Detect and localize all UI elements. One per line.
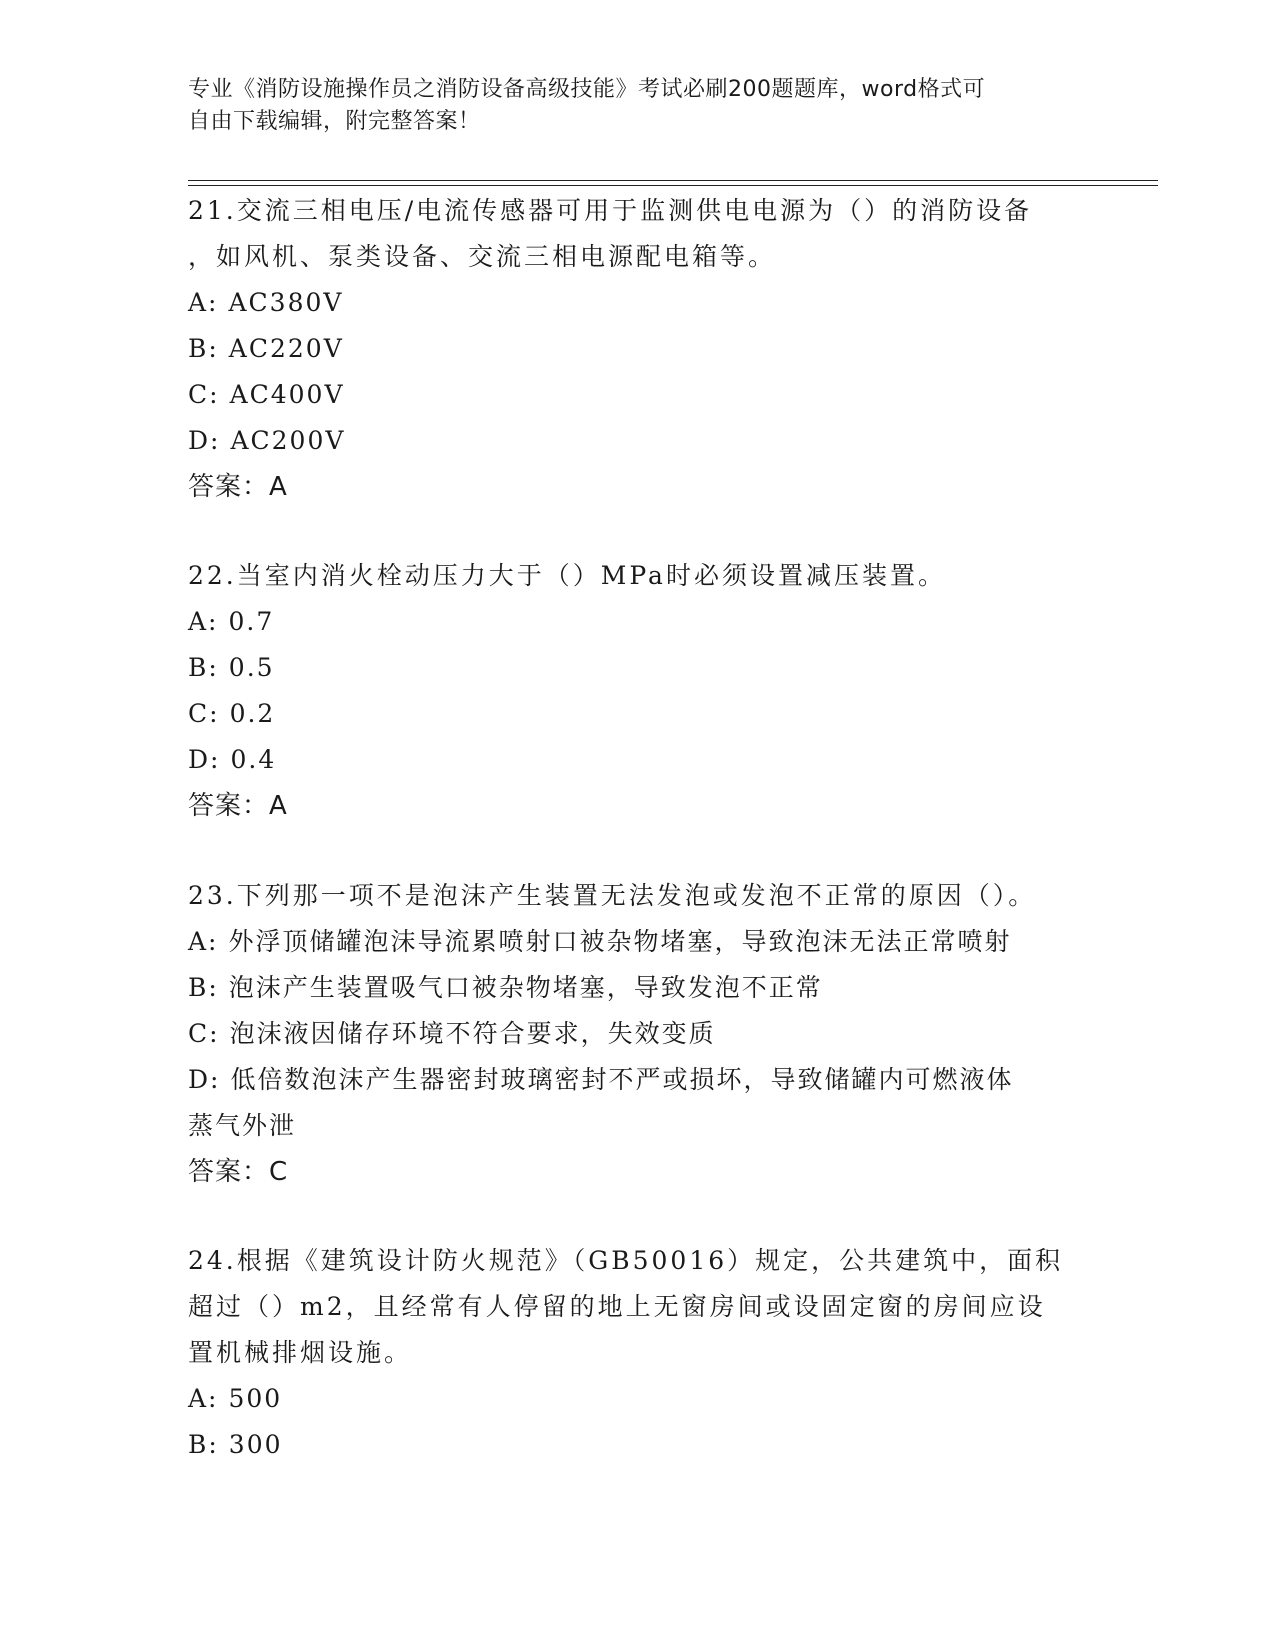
option-text: 0.7 — [228, 607, 275, 636]
question-stem: 21.交流三相电压/电流传感器可用于监测供电电源为（）的消防设备 — [188, 196, 1033, 225]
question-21 — [188, 188, 1088, 510]
option-text: 低倍数泡沫产生器密封玻璃密封不严或损坏，导致储罐内可燃液体 — [230, 1065, 1014, 1094]
option-label: C: — [188, 699, 220, 728]
document-header — [188, 74, 1068, 138]
option-a — [188, 280, 1088, 326]
question-stem-continued: 超过（）m2，且经常有人停留的地上无窗房间或设固定窗的房间应设 — [188, 1292, 1046, 1321]
option-label: D: — [188, 426, 221, 455]
option-text: AC400V — [229, 380, 345, 409]
option-label: B: — [188, 973, 219, 1002]
question-stem: 24.根据《建筑设计防火规范》（GB50016）规定，公共建筑中，面积 — [188, 1246, 1064, 1275]
question-23 — [188, 873, 1088, 1195]
question-stem-continued-2: 置机械排烟设施。 — [188, 1338, 413, 1367]
option-d-continued: 蒸气外泄 — [188, 1111, 297, 1140]
option-d — [188, 1057, 1088, 1103]
option-text: 泡沫产生装置吸气口被杂物堵塞，导致发泡不正常 — [228, 973, 823, 1002]
option-c — [188, 1011, 1088, 1057]
option-label: B: — [188, 1430, 219, 1459]
option-a — [188, 599, 1088, 645]
option-d — [188, 737, 1088, 783]
option-label: C: — [188, 380, 220, 409]
option-label: A: — [188, 1384, 219, 1413]
question-22 — [188, 553, 1088, 829]
option-label: B: — [188, 653, 219, 682]
option-text: 300 — [228, 1430, 283, 1459]
option-c — [188, 372, 1088, 418]
option-label: B: — [188, 334, 219, 363]
option-label: A: — [188, 288, 219, 317]
answer-line: 答案：A — [188, 791, 288, 821]
option-text: AC200V — [230, 426, 346, 455]
option-b — [188, 645, 1088, 691]
question-stem: 23.下列那一项不是泡沫产生装置无法发泡或发泡不正常的原因（）。 — [188, 881, 1037, 910]
header-divider-top — [188, 180, 1158, 181]
option-text: 0.5 — [228, 653, 275, 682]
option-text: 外浮顶储罐泡沫导流累喷射口被杂物堵塞，导致泡沫无法正常喷射 — [228, 927, 1012, 956]
option-text: 0.4 — [230, 745, 277, 774]
option-label: C: — [188, 1019, 220, 1048]
option-b — [188, 965, 1088, 1011]
option-label: D: — [188, 745, 221, 774]
header-line-2: 自由下载编辑，附完整答案！ — [188, 109, 481, 134]
option-a — [188, 1376, 1088, 1422]
option-a — [188, 919, 1088, 965]
question-stem: 22.当室内消火栓动压力大于（）MPa时必须设置减压装置。 — [188, 561, 946, 590]
header-line-1: 专业《消防设施操作员之消防设备高级技能》考试必刷200题题库，word格式可 — [188, 77, 986, 102]
question-stem-continued: ，如风机、泵类设备、交流三相电源配电箱等。 — [188, 242, 777, 271]
option-text: AC380V — [228, 288, 344, 317]
option-text: 泡沫液因储存环境不符合要求，失效变质 — [229, 1019, 716, 1048]
option-d — [188, 418, 1088, 464]
answer-line: 答案：C — [188, 1157, 289, 1187]
option-text: 0.2 — [229, 699, 276, 728]
header-divider-bottom — [188, 185, 1158, 186]
option-label: A: — [188, 927, 219, 956]
option-text: AC220V — [228, 334, 344, 363]
option-b — [188, 1422, 1088, 1468]
question-24 — [188, 1238, 1088, 1468]
option-label: D: — [188, 1065, 221, 1094]
option-text: 500 — [228, 1384, 283, 1413]
option-b — [188, 326, 1088, 372]
option-c — [188, 691, 1088, 737]
option-label: A: — [188, 607, 219, 636]
answer-line: 答案：A — [188, 472, 288, 502]
